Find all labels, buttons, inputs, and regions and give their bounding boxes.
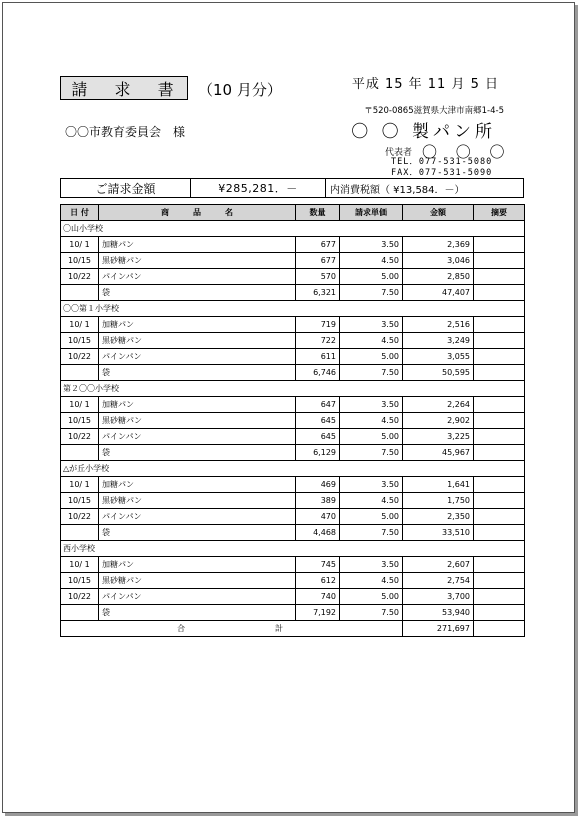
cell-qty: 570 [296, 269, 340, 285]
table-row [61, 269, 525, 285]
sender-company: 〇 〇 製パン所 [351, 122, 496, 142]
cell-note [474, 573, 525, 589]
cell-date [61, 605, 99, 621]
table-row [61, 413, 525, 429]
cell-note [474, 509, 525, 525]
cell-note [474, 605, 525, 621]
total-label: 合計 [61, 621, 403, 637]
cell-price: 7.50 [340, 285, 403, 301]
cell-item: パインパン [99, 509, 296, 525]
school-name: 〇〇第１小学校 [61, 301, 525, 317]
cell-amount: 2,850 [403, 269, 474, 285]
table-row [61, 317, 525, 333]
cell-price: 4.50 [340, 573, 403, 589]
cell-qty: 611 [296, 349, 340, 365]
cell-item: 袋 [99, 365, 296, 381]
cell-item: 加糖パン [99, 397, 296, 413]
cell-qty: 6,321 [296, 285, 340, 301]
school-name: 〇山小学校 [61, 221, 525, 237]
table-body [61, 221, 525, 637]
cell-item: 黒砂糖パン [99, 573, 296, 589]
sender-address: 〒520-0865滋賀県大津市南郷1-4-5 [364, 106, 504, 116]
table-row [61, 333, 525, 349]
document-page [2, 2, 575, 813]
table-row [61, 557, 525, 573]
tax-amount: 内消費税額（ ¥13,584．－） [330, 184, 465, 196]
cell-item: 袋 [99, 525, 296, 541]
cell-price: 7.50 [340, 525, 403, 541]
rep-label: 代表者 [385, 148, 413, 158]
billing-summary [60, 178, 524, 198]
table-row [61, 349, 525, 365]
cell-note [474, 237, 525, 253]
cell-item: 黒砂糖パン [99, 413, 296, 429]
cell-date: 10/15 [61, 253, 99, 269]
cell-date: 10/22 [61, 429, 99, 445]
cell-amount: 53,940 [403, 605, 474, 621]
cell-qty: 389 [296, 493, 340, 509]
cell-qty: 612 [296, 573, 340, 589]
cell-price: 4.50 [340, 333, 403, 349]
cell-date: 10/22 [61, 269, 99, 285]
cell-price: 3.50 [340, 557, 403, 573]
cell-qty: 745 [296, 557, 340, 573]
cell-qty: 4,468 [296, 525, 340, 541]
cell-amount: 1,641 [403, 477, 474, 493]
header-price: 請求単価 [340, 205, 403, 221]
table-row [61, 429, 525, 445]
billing-total-label: ご請求金額 [61, 179, 191, 197]
cell-amount: 2,264 [403, 397, 474, 413]
cell-date: 10/ 1 [61, 237, 99, 253]
rep-name: 〇 〇 〇 [422, 143, 512, 161]
cell-date: 10/ 1 [61, 557, 99, 573]
cell-date [61, 525, 99, 541]
cell-note [474, 333, 525, 349]
cell-amount: 47,407 [403, 285, 474, 301]
cell-date: 10/ 1 [61, 317, 99, 333]
total-note [474, 621, 525, 637]
cell-date: 10/22 [61, 349, 99, 365]
invoice-table [60, 204, 525, 637]
table-row [61, 365, 525, 381]
cell-price: 3.50 [340, 397, 403, 413]
cell-note [474, 269, 525, 285]
cell-item: パインパン [99, 269, 296, 285]
cell-price: 5.00 [340, 349, 403, 365]
cell-amount: 3,700 [403, 589, 474, 605]
cell-note [474, 589, 525, 605]
header-amount: 金額 [403, 205, 474, 221]
recipient-name: 〇〇市教育委員会 [65, 125, 162, 139]
issue-date: 平成 15 年 11 月 5 日 [351, 77, 499, 92]
table-row [61, 589, 525, 605]
school-row [61, 381, 525, 397]
school-row [61, 221, 525, 237]
cell-qty: 719 [296, 317, 340, 333]
school-name: 西小学校 [61, 541, 525, 557]
cell-qty: 469 [296, 477, 340, 493]
cell-qty: 645 [296, 413, 340, 429]
cell-price: 7.50 [340, 605, 403, 621]
cell-note [474, 413, 525, 429]
school-name: △が丘小学校 [61, 461, 525, 477]
cell-note [474, 557, 525, 573]
cell-qty: 740 [296, 589, 340, 605]
cell-date: 10/15 [61, 493, 99, 509]
cell-price: 4.50 [340, 413, 403, 429]
cell-item: パインパン [99, 429, 296, 445]
cell-date [61, 285, 99, 301]
cell-note [474, 445, 525, 461]
cell-amount: 2,902 [403, 413, 474, 429]
billing-month: （10 月分） [198, 81, 282, 99]
cell-note [474, 285, 525, 301]
table-row [61, 509, 525, 525]
cell-date: 10/15 [61, 413, 99, 429]
sender-tel: TEL．077-531-5080 [391, 157, 493, 167]
table-row [61, 525, 525, 541]
recipient [65, 123, 185, 140]
table-header-row [61, 205, 525, 221]
header-note: 摘要 [474, 205, 525, 221]
cell-price: 3.50 [340, 477, 403, 493]
cell-note [474, 349, 525, 365]
cell-note [474, 525, 525, 541]
cell-date: 10/15 [61, 333, 99, 349]
cell-item: 袋 [99, 605, 296, 621]
cell-item: 袋 [99, 445, 296, 461]
cell-amount: 45,967 [403, 445, 474, 461]
cell-price: 4.50 [340, 493, 403, 509]
cell-item: 加糖パン [99, 237, 296, 253]
school-row [61, 541, 525, 557]
cell-item: 加糖パン [99, 477, 296, 493]
cell-note [474, 397, 525, 413]
cell-item: 袋 [99, 285, 296, 301]
cell-date [61, 445, 99, 461]
header-qty: 数量 [296, 205, 340, 221]
cell-amount: 1,750 [403, 493, 474, 509]
table-row [61, 445, 525, 461]
cell-item: パインパン [99, 349, 296, 365]
table-row [61, 493, 525, 509]
cell-amount: 3,249 [403, 333, 474, 349]
cell-amount: 2,607 [403, 557, 474, 573]
cell-price: 7.50 [340, 365, 403, 381]
table-row [61, 253, 525, 269]
school-row [61, 301, 525, 317]
cell-amount: 3,046 [403, 253, 474, 269]
cell-price: 3.50 [340, 317, 403, 333]
table-row [61, 285, 525, 301]
cell-qty: 677 [296, 253, 340, 269]
cell-price: 4.50 [340, 253, 403, 269]
cell-date: 10/ 1 [61, 477, 99, 493]
cell-amount: 2,516 [403, 317, 474, 333]
cell-qty: 6,129 [296, 445, 340, 461]
header-item: 商 品 名 [99, 205, 296, 221]
school-name: 第２〇〇小学校 [61, 381, 525, 397]
cell-qty: 645 [296, 429, 340, 445]
cell-note [474, 253, 525, 269]
cell-date: 10/22 [61, 589, 99, 605]
cell-price: 5.00 [340, 269, 403, 285]
cell-amount: 2,754 [403, 573, 474, 589]
cell-amount: 3,225 [403, 429, 474, 445]
cell-qty: 722 [296, 333, 340, 349]
cell-price: 5.00 [340, 589, 403, 605]
table-row [61, 573, 525, 589]
recipient-suffix: 様 [173, 125, 186, 139]
billing-total-amount: ¥285,281．－ [191, 179, 326, 197]
cell-price: 5.00 [340, 509, 403, 525]
cell-date: 10/15 [61, 573, 99, 589]
cell-note [474, 365, 525, 381]
cell-price: 5.00 [340, 429, 403, 445]
cell-date: 10/22 [61, 509, 99, 525]
table-row [61, 237, 525, 253]
sender-fax: FAX．077-531-5090 [391, 168, 493, 178]
cell-price: 3.50 [340, 237, 403, 253]
cell-amount: 2,350 [403, 509, 474, 525]
cell-amount: 50,595 [403, 365, 474, 381]
cell-item: 黒砂糖パン [99, 493, 296, 509]
cell-qty: 470 [296, 509, 340, 525]
cell-item: 黒砂糖パン [99, 253, 296, 269]
cell-qty: 7,192 [296, 605, 340, 621]
cell-price: 7.50 [340, 445, 403, 461]
cell-amount: 33,510 [403, 525, 474, 541]
cell-qty: 647 [296, 397, 340, 413]
total-row [61, 621, 525, 637]
cell-qty: 677 [296, 237, 340, 253]
cell-item: パインパン [99, 589, 296, 605]
header-date: 日 付 [61, 205, 99, 221]
cell-qty: 6,746 [296, 365, 340, 381]
cell-amount: 3,055 [403, 349, 474, 365]
cell-amount: 2,369 [403, 237, 474, 253]
cell-note [474, 493, 525, 509]
cell-note [474, 429, 525, 445]
cell-date [61, 365, 99, 381]
cell-note [474, 477, 525, 493]
table-row [61, 397, 525, 413]
cell-note [474, 317, 525, 333]
school-row [61, 461, 525, 477]
sender-contact [391, 157, 492, 179]
cell-item: 加糖パン [99, 557, 296, 573]
total-amount: 271,697 [403, 621, 474, 637]
cell-item: 黒砂糖パン [99, 333, 296, 349]
cell-date: 10/ 1 [61, 397, 99, 413]
document-title: 請 求 書 [60, 76, 188, 100]
cell-item: 加糖パン [99, 317, 296, 333]
table-row [61, 605, 525, 621]
table-row [61, 477, 525, 493]
